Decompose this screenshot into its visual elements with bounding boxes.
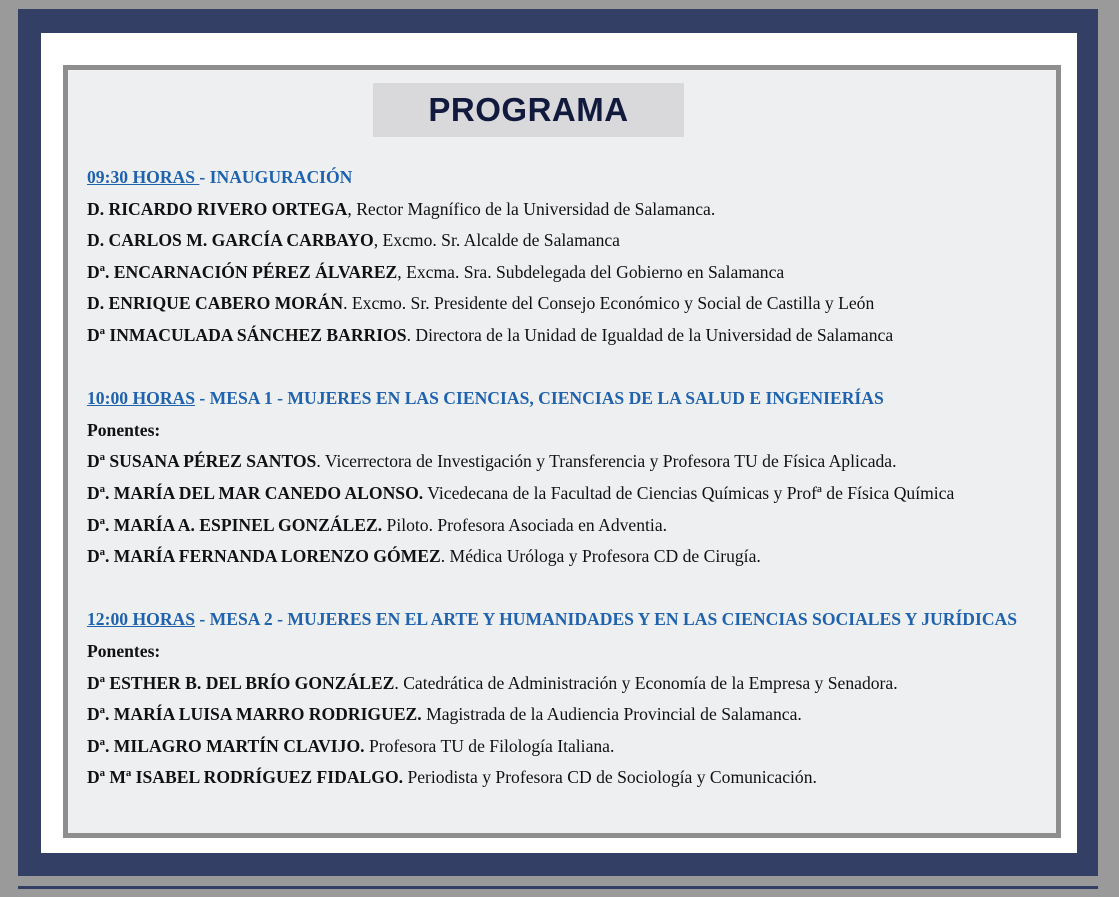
program-panel	[63, 65, 1061, 838]
title-box	[373, 83, 684, 137]
list-item	[87, 478, 1057, 510]
speaker-role: . Directora de la Unidad de Igualdad de la Universidad de Salamanca	[406, 324, 894, 345]
speaker-name: Dª ESTHER B. DEL BRÍO GONZÁLEZ	[87, 672, 395, 693]
bottom-rule	[18, 886, 1098, 889]
speaker-role: Periodista y Profesora CD de Sociología y Comunicación.	[403, 767, 817, 788]
speakers-label: Ponentes:	[87, 640, 161, 661]
speaker-role: . Vicerrectora de Investigación y Transferencia y Profesora TU de Física Aplicada.	[316, 451, 897, 472]
section-title: - MESA 1 - MUJERES EN LAS CIENCIAS, CIENCIAS DE LA SALUD E INGENIERÍAS	[195, 388, 884, 409]
list-item	[87, 699, 1057, 731]
speaker-name: Dª. MARÍA LUISA MARRO RODRIGUEZ.	[87, 704, 422, 725]
section-time: 09:30 HORAS	[87, 167, 200, 187]
speaker-name: D. RICARDO RIVERO ORTEGA	[87, 198, 348, 219]
speaker-role: , Excmo. Sr. Alcalde de Salamanca	[373, 230, 620, 251]
speaker-role: Vicedecana de la Facultad de Ciencias Químicas y Profª de Física Química	[423, 482, 955, 503]
speakers-label: Ponentes:	[87, 419, 161, 440]
speaker-name: Dª. MARÍA FERNANDA LORENZO GÓMEZ	[87, 546, 441, 567]
section-time: 12:00 HORAS	[87, 609, 196, 630]
speaker-name: Dª SUSANA PÉREZ SANTOS	[87, 451, 317, 472]
list-item	[87, 541, 1057, 573]
list-item	[87, 194, 1057, 226]
section-time: 10:00 HORAS	[87, 388, 196, 409]
speaker-role: , Rector Magnífico de la Universidad de Salamanca.	[347, 198, 716, 219]
program-content	[87, 162, 1057, 794]
section-title: - INAUGURACIÓN	[199, 167, 353, 187]
speaker-name: Dª. ENCARNACIÓN PÉREZ ÁLVAREZ	[87, 261, 398, 282]
speaker-name: D. ENRIQUE CABERO MORÁN	[87, 293, 344, 314]
speaker-name: Dª INMACULADA SÁNCHEZ BARRIOS	[87, 324, 407, 345]
section-gap	[87, 573, 1057, 605]
speaker-name: Dª. MARÍA DEL MAR CANEDO ALONSO.	[87, 482, 424, 503]
list-item	[87, 257, 1057, 289]
page-title: PROGRAMA	[428, 91, 629, 128]
list-item	[87, 225, 1057, 257]
list-item	[87, 320, 1057, 352]
list-item	[87, 731, 1057, 763]
section-heading-mesa-2	[87, 604, 1027, 636]
list-item	[87, 510, 1057, 542]
list-item	[87, 446, 1057, 478]
speaker-name: Dª. MILAGRO MARTÍN CLAVIJO.	[87, 735, 365, 756]
speaker-role: . Catedrática de Administración y Economía de la Empresa y Senadora.	[394, 672, 898, 693]
section-heading-inauguracion	[87, 162, 1057, 194]
section-gap	[87, 352, 1057, 384]
list-item	[87, 762, 1057, 794]
speaker-role: . Excmo. Sr. Presidente del Consejo Económico y Social de Castilla y León	[343, 293, 875, 314]
speaker-role: Profesora TU de Filología Italiana.	[364, 735, 615, 756]
speaker-name: D. CARLOS M. GARCÍA CARBAYO	[87, 230, 374, 251]
section-title: - MESA 2 - MUJERES EN EL ARTE Y HUMANIDADES Y EN LAS CIENCIAS SOCIALES Y JURÍDICAS	[195, 609, 1018, 630]
speaker-role: Magistrada de la Audiencia Provincial de Salamanca.	[421, 704, 802, 725]
list-item	[87, 668, 1057, 700]
speaker-role: Piloto. Profesora Asociada en Adventia.	[382, 514, 668, 535]
section-heading-mesa-1	[87, 383, 1057, 415]
speaker-role: , Excma. Sra. Subdelegada del Gobierno en Salamanca	[397, 261, 785, 282]
list-item	[87, 288, 1057, 320]
speaker-name: Dª Mª ISABEL RODRÍGUEZ FIDALGO.	[87, 767, 404, 788]
speaker-name: Dª. MARÍA A. ESPINEL GONZÁLEZ.	[87, 514, 383, 535]
speaker-role: . Médica Uróloga y Profesora CD de Cirugía.	[440, 546, 761, 567]
